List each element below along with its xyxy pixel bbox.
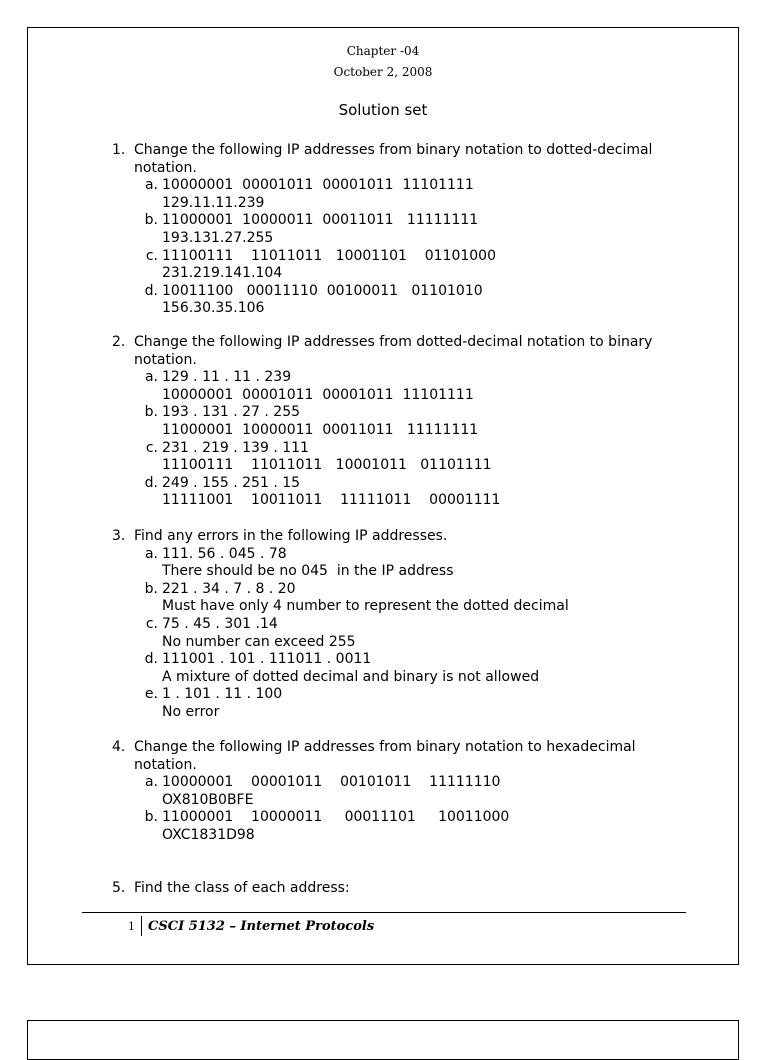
item-letter: c. [145, 615, 158, 632]
item-line: 10000001 00001011 00101011 11111110 [162, 774, 501, 791]
item-letter: a. [144, 369, 158, 386]
item-line: 129 . 11 . 11 . 239 [162, 369, 292, 386]
question-number: 4. [112, 739, 126, 755]
item-line: 231 . 219 . 139 . 111 [162, 439, 309, 456]
item-answer: 193.131.27.255 [162, 229, 274, 246]
item-answer: No error [162, 703, 220, 720]
item-line: 111. 56 . 045 . 78 [162, 545, 287, 562]
question-1 [112, 142, 682, 318]
item-answer: 231.219.141.104 [162, 265, 283, 282]
item-answer: 11000001 10000011 00011011 11111111 [162, 421, 479, 438]
item-answer: 11111001 10011011 11111011 00001111 [162, 492, 501, 509]
page-footer [128, 916, 374, 936]
item-line: 193 . 131 . 27 . 255 [162, 404, 301, 421]
item-line: 11100111 11011011 10001101 01101000 [162, 247, 496, 264]
item-line: 10011100 00011110 00100011 01101010 [162, 282, 483, 299]
item-letter: b. [144, 580, 158, 597]
item-letter: d. [144, 282, 158, 299]
question-5 [112, 880, 682, 898]
item-line: 111001 . 101 . 111011 . 0011 [162, 651, 372, 668]
footer-divider [82, 912, 686, 913]
question-text: Change the following IP addresses from binary notation to hexadecimal notation. [134, 739, 636, 773]
list-item [134, 686, 682, 721]
item-answer: 10000001 00001011 00001011 11101111 [162, 386, 474, 403]
question-number: 2. [112, 334, 126, 350]
list-item [134, 651, 682, 686]
item-letter: a. [144, 545, 158, 562]
document-page [27, 27, 739, 965]
question-2 [112, 334, 682, 510]
item-answer: There should be no 045 in the IP address [162, 563, 454, 580]
item-letter: c. [145, 247, 158, 264]
list-item [134, 616, 682, 651]
list-item [134, 440, 682, 475]
list-item [134, 177, 682, 212]
next-page [27, 1020, 739, 1060]
item-line: 10000001 00001011 00001011 11101111 [162, 177, 474, 194]
item-answer: Must have only 4 number to represent the dotted decimal [162, 598, 569, 615]
question-3 [112, 528, 682, 722]
item-answer: OXC1831D98 [162, 826, 255, 843]
item-letter: b. [144, 809, 158, 826]
item-answer: 11100111 11011011 10001011 01101111 [162, 457, 492, 474]
list-item [134, 404, 682, 439]
list-item [134, 546, 682, 581]
item-letter: d. [144, 474, 158, 491]
item-line: 249 . 155 . 251 . 15 [162, 474, 301, 491]
item-line: 75 . 45 . 301 .14 [162, 615, 278, 632]
question-number: 3. [112, 528, 126, 544]
item-answer: A mixture of dotted decimal and binary is not allowed [162, 668, 540, 685]
question-text: Change the following IP addresses from dotted-decimal notation to binary notation. [134, 334, 653, 368]
item-answer: OX810B0BFE [162, 791, 254, 808]
list-item [134, 809, 682, 844]
item-answer: 129.11.11.239 [162, 194, 265, 211]
list-item [134, 475, 682, 510]
question-text: Change the following IP addresses from binary notation to dotted-decimal notation. [134, 142, 653, 176]
item-letter: d. [144, 651, 158, 668]
list-item [134, 212, 682, 247]
item-letter: b. [144, 212, 158, 229]
list-item [134, 581, 682, 616]
list-item [134, 248, 682, 283]
question-number: 1. [112, 142, 126, 158]
item-line: 221 . 34 . 7 . 8 . 20 [162, 580, 296, 597]
item-letter: b. [144, 404, 158, 421]
list-item [134, 774, 682, 809]
item-line: 1 . 101 . 11 . 100 [162, 686, 283, 703]
item-letter: c. [145, 439, 158, 456]
item-letter: a. [144, 774, 158, 791]
question-number: 5. [112, 880, 126, 896]
chapter-label: Chapter -04 [346, 44, 420, 58]
item-answer: 156.30.35.106 [162, 300, 265, 317]
list-item [134, 369, 682, 404]
footer-course-title: CSCI 5132 – Internet Protocols [148, 918, 375, 934]
list-item [134, 283, 682, 318]
footer-page-number: 1 [128, 919, 135, 933]
footer-separator [141, 916, 142, 936]
question-4 [112, 739, 682, 845]
question-text: Find any errors in the following IP addresses. [134, 528, 448, 544]
item-letter: a. [144, 177, 158, 194]
page-title: Solution set [338, 101, 428, 119]
item-answer: No number can exceed 255 [162, 633, 356, 650]
item-letter: e. [144, 686, 158, 703]
item-line: 11000001 10000011 00011011 11111111 [162, 212, 479, 229]
date-label: October 2, 2008 [333, 65, 433, 79]
item-line: 11000001 10000011 00011101 10011000 [162, 809, 510, 826]
question-text: Find the class of each address: [134, 880, 350, 896]
